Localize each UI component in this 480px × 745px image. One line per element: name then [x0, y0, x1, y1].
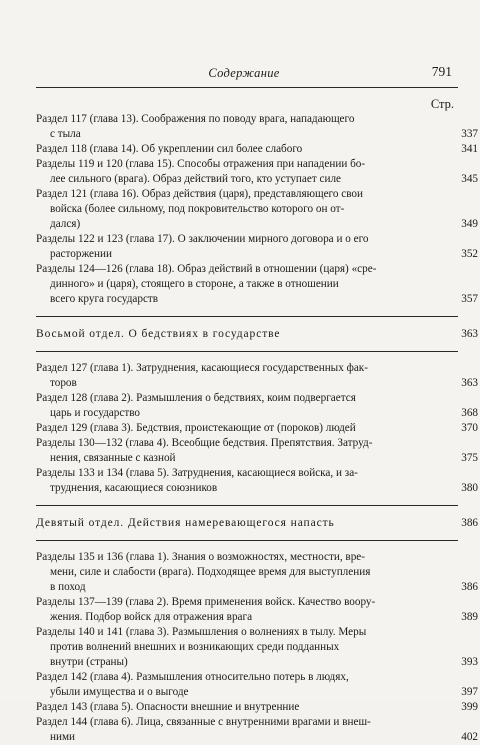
pages-column-label: Стр. — [430, 97, 454, 111]
toc-entry-line: нения, связанные с казной — [50, 452, 176, 464]
toc-entry-line: Разделы 124—126 (глава 18). Образ действий в отношении (царя) «сре- — [36, 263, 377, 275]
toc-entry-line: труднения, касающиеся союзников — [50, 482, 218, 494]
header-rule — [36, 87, 458, 88]
toc-entry-page-number: 352 — [461, 248, 478, 260]
toc-entry-line: Разделы 122 и 123 (глава 17). О заключении мирного договора и о его — [36, 233, 369, 245]
toc-entry-line: в поход — [50, 581, 86, 593]
toc-entry-line: Раздел 142 (глава 4). Размышления относительно потерь в людях, — [36, 671, 349, 683]
toc-entry-line: Раздел 144 (глава 6). Лица, связанные с внутренними врагами и внеш- — [36, 716, 371, 728]
toc-entry-line: Раздел 118 (глава 14). Об укреплении сил более слабого — [36, 143, 303, 155]
toc-entry-line: против волнений внешних и возникающих среди подданных — [50, 641, 340, 653]
toc-entry-page-number: 345 — [461, 173, 478, 185]
toc-entry — [36, 157, 478, 187]
toc-entry-line: всего круга государств — [50, 293, 159, 305]
toc-entry — [36, 112, 478, 142]
toc-entry — [36, 187, 478, 232]
part-page-number: 386 — [461, 517, 478, 529]
section-divider — [36, 351, 458, 352]
toc-entry — [36, 550, 478, 595]
toc-entry-line: мени, силе и слабости (врага). Подходящее время для выступления — [50, 566, 371, 578]
toc-entry-line: внутри (страны) — [50, 656, 128, 668]
toc-entry-page-number: 337 — [461, 128, 478, 140]
toc-entry-page-number: 341 — [461, 143, 478, 155]
toc-entry-line: Разделы 135 и 136 (глава 1). Знания о возможностях, местности, вре- — [36, 551, 365, 563]
toc-entry-line: Раздел 117 (глава 13). Соображения по поводу врага, нападающего — [36, 113, 355, 125]
toc-entry-page-number: 380 — [461, 482, 478, 494]
toc-entry — [36, 361, 478, 391]
page-number: 791 — [431, 64, 452, 79]
toc-entry — [36, 595, 478, 625]
section-divider — [36, 505, 458, 506]
toc-entry — [36, 700, 478, 715]
toc-entry-line: ними — [50, 731, 76, 743]
running-header — [36, 64, 452, 84]
toc-entry-page-number: 375 — [461, 452, 478, 464]
toc-entry — [36, 436, 478, 466]
toc-entry — [36, 715, 478, 745]
toc-entry-line: торов — [50, 377, 77, 389]
toc-entry-line: дался) — [50, 218, 81, 230]
toc-entry — [36, 670, 478, 700]
toc-entry — [36, 466, 478, 496]
part-heading-text: Восьмой отдел. О бедствиях в государстве — [36, 328, 281, 340]
toc-entry-line: царь и государство — [50, 407, 141, 419]
toc-entry-page-number: 349 — [461, 218, 478, 230]
toc-entry — [36, 625, 478, 670]
toc-entry-page-number: 389 — [461, 611, 478, 623]
part-heading-text: Девятый отдел. Действия намеревающегося напасть — [36, 517, 335, 529]
toc-entry — [36, 262, 478, 307]
part-heading — [36, 516, 478, 531]
toc-entry — [36, 421, 478, 436]
toc-entry-line: Разделы 119 и 120 (глава 15). Способы отражения при нападении бо- — [36, 158, 366, 170]
toc-entry-line: войска (более сильному, под покровительство которого он от- — [50, 203, 345, 215]
toc-entry-line: Разделы 137—139 (глава 2). Время применения войск. Качество воору- — [36, 596, 376, 608]
toc-entry-page-number: 357 — [461, 293, 478, 305]
section-divider — [36, 316, 458, 317]
toc-entry-line: с тыла — [50, 128, 81, 140]
toc-entry-line: Разделы 140 и 141 (глава 3). Размышления о волнениях в тылу. Меры — [36, 626, 367, 638]
table-of-contents — [36, 112, 478, 745]
toc-entry-line: динного» и (царя), стоящего в стороне, а также в отношении — [50, 278, 339, 290]
running-title: Содержание — [208, 66, 280, 80]
toc-entry-page-number: 386 — [461, 581, 478, 593]
toc-entry-line: Раздел 127 (глава 1). Затруднения, касающиеся государственных фак- — [36, 362, 368, 374]
toc-entry-line: расторжении — [50, 248, 112, 260]
toc-entry-line: Раздел 143 (глава 5). Опасности внешние и внутренние — [36, 701, 300, 713]
toc-entry-line: жения. Подбор войск для отражения врага — [50, 611, 253, 623]
part-page-number: 363 — [461, 328, 478, 340]
part-heading — [36, 327, 478, 342]
toc-entry-line: Разделы 130—132 (глава 4). Всеобщие бедствия. Препятствия. Затруд- — [36, 437, 373, 449]
toc-entry-page-number: 402 — [461, 731, 478, 743]
toc-entry — [36, 142, 478, 157]
toc-entry-line: Раздел 128 (глава 2). Размышления о бедствиях, коим подвергается — [36, 392, 356, 404]
toc-entry-page-number: 397 — [461, 686, 478, 698]
toc-entry — [36, 391, 478, 421]
toc-entry-page-number: 363 — [461, 377, 478, 389]
section-divider — [36, 540, 458, 541]
toc-entry-page-number: 393 — [461, 656, 478, 668]
toc-entry-line: убыли имущества и о выгоде — [50, 686, 189, 698]
toc-entry-line: Разделы 133 и 134 (глава 5). Затруднения, касающиеся войска, и за- — [36, 467, 358, 479]
toc-entry-page-number: 370 — [461, 422, 478, 434]
toc-entry-line: лее сильного (врага). Образ действий того, кто уступает силе — [50, 173, 342, 185]
toc-entry-page-number: 368 — [461, 407, 478, 419]
toc-entry — [36, 232, 478, 262]
toc-entry-line: Раздел 129 (глава 3). Бедствия, проистекающие от (пороков) людей — [36, 422, 356, 434]
toc-entry-page-number: 399 — [461, 701, 478, 713]
toc-entry-line: Раздел 121 (глава 16). Образ действия (царя), представляющего свои — [36, 188, 364, 200]
